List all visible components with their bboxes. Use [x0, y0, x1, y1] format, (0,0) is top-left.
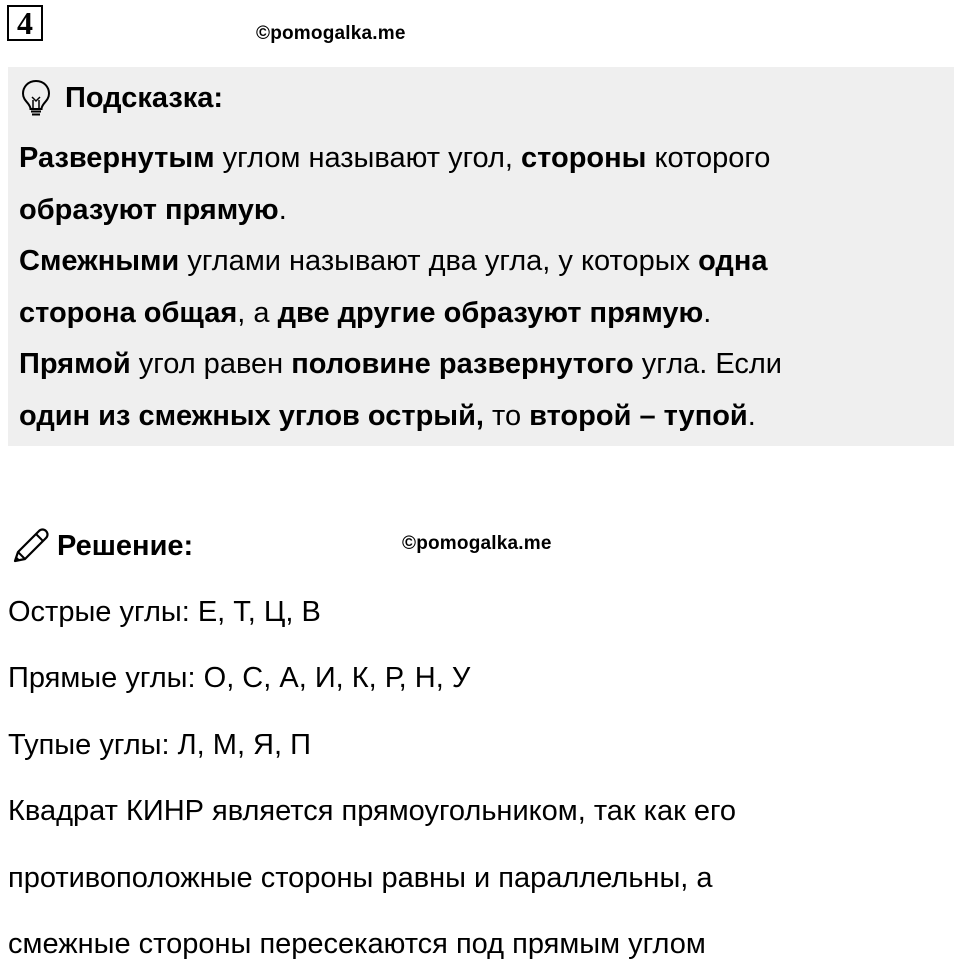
- hint-text-run: то: [483, 399, 530, 432]
- hint-bold-text: Прямой: [19, 348, 131, 380]
- hint-text-run: угла. Если: [633, 348, 783, 380]
- hint-bold-text: половине развернутого: [291, 348, 634, 380]
- watermark-middle: ©pomogalka.me: [402, 533, 552, 554]
- hint-line: [19, 339, 944, 391]
- hint-title: Подсказка:: [65, 81, 224, 114]
- solution-title: Решение:: [57, 529, 194, 562]
- watermark-top: ©pomogalka.me: [256, 23, 406, 44]
- hint-line: [19, 391, 944, 443]
- lightbulb-icon: [21, 79, 51, 117]
- hint-bold-text: Смежными: [19, 245, 180, 277]
- task-number-box: [7, 5, 43, 41]
- hint-box: [8, 67, 954, 446]
- hint-header: [19, 75, 944, 121]
- hint-text-run: , а: [237, 296, 278, 329]
- solution-line-conclusion-2: противоположные стороны равны и параллельны, а: [8, 862, 713, 894]
- hint-bold-text: второй – тупой: [529, 399, 748, 432]
- hint-text-run: углами называют два угла, у которых: [179, 245, 699, 277]
- hint-text-run: углом называют угол,: [214, 142, 522, 174]
- hint-text-run: .: [278, 193, 287, 226]
- hint-line: [19, 236, 944, 288]
- hint-text-run: угол равен: [130, 348, 292, 380]
- hint-bold-text: один из смежных углов острый,: [19, 399, 484, 432]
- solution-line-right: Прямые углы: О, С, А, И, К, Р, Н, У: [8, 662, 471, 694]
- solution-line-conclusion-1: Квадрат КИНР является прямоугольником, так как его: [8, 795, 737, 827]
- pencil-icon: [9, 525, 51, 567]
- hint-text: [19, 133, 944, 442]
- hint-text-run: которого: [646, 142, 771, 174]
- solution-line-acute: Острые углы: Е, Т, Ц, В: [8, 596, 321, 628]
- hint-line: [19, 185, 944, 237]
- solution-line-obtuse: Тупые углы: Л, М, Я, П: [8, 729, 311, 761]
- hint-line: [19, 133, 944, 185]
- hint-bold-text: одна: [698, 245, 768, 277]
- hint-text-run: .: [703, 296, 712, 329]
- hint-bold-text: стороны: [521, 142, 647, 174]
- solution-header: [9, 520, 193, 572]
- task-number: 4: [17, 5, 33, 41]
- hint-bold-text: Развернутым: [19, 142, 215, 174]
- hint-bold-text: две другие образуют прямую: [277, 296, 704, 329]
- solution-line-conclusion-3: смежные стороны пересекаются под прямым углом: [8, 928, 706, 960]
- hint-line: [19, 288, 944, 340]
- hint-bold-text: образуют прямую: [19, 193, 279, 226]
- hint-text-run: .: [747, 399, 756, 432]
- hint-bold-text: сторона общая: [19, 296, 238, 329]
